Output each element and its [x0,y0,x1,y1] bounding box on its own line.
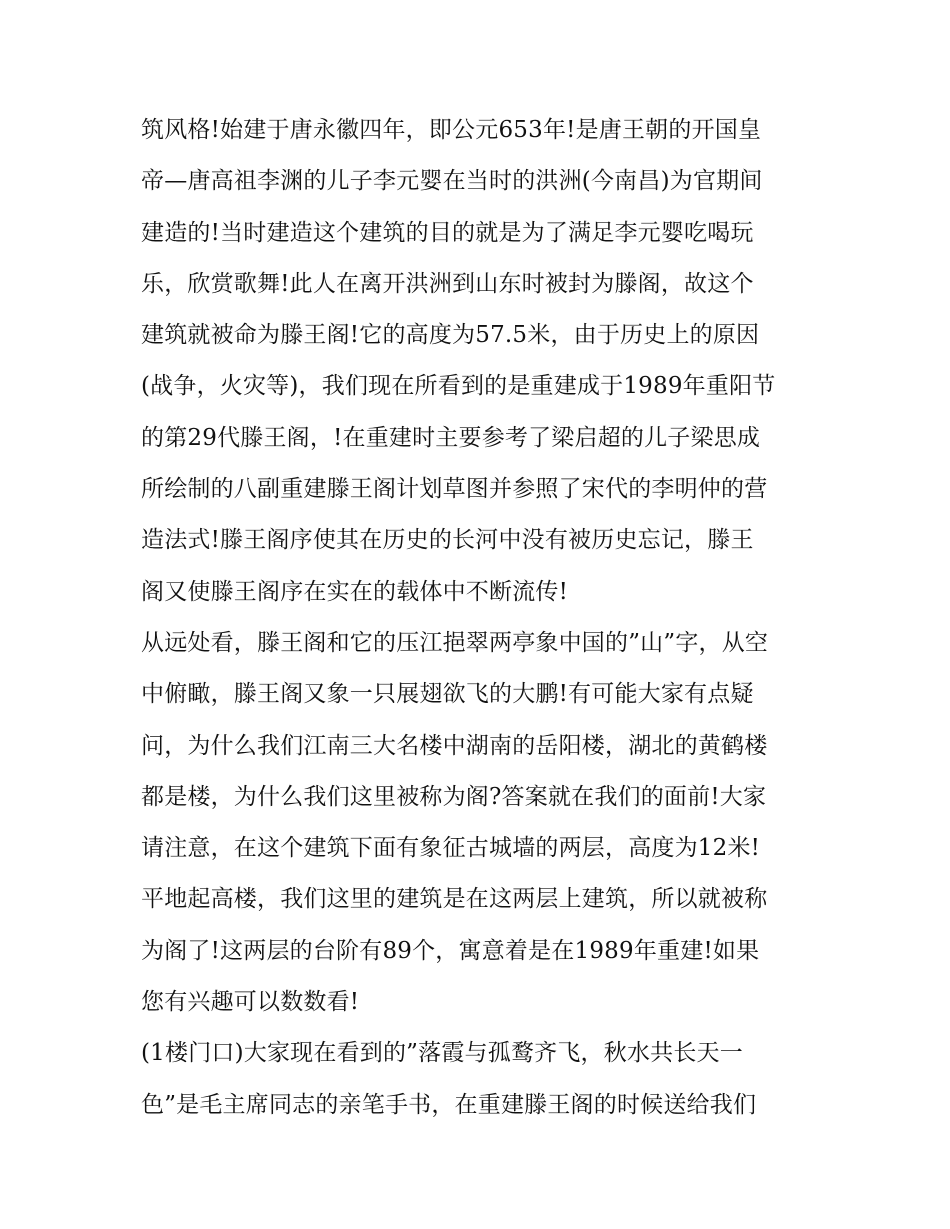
text-line-11: 从远处看，滕王阁和它的压江挹翠两亭象中国的”山”字，从空 [141,629,769,656]
text-line-6: (战争，火灾等)，我们现在所看到的是重建成于1989年重阳节 [141,373,776,400]
text-line-7: 的第29代滕王阁，!在重建时主要参考了梁启超的儿子梁思成 [141,424,761,451]
text-line-18: 您有兴趣可以数数看! [141,989,360,1016]
text-line-19: (1楼门口)大家现在看到的”落霞与孤鹜齐飞，秋水共长天一 [141,1040,743,1067]
text-line-16: 平地起高楼，我们这里的建筑是在这两层上建筑，所以就被称 [141,886,768,913]
text-line-15: 请注意，在这个建筑下面有象征古城墙的两层，高度为12米! [141,835,761,862]
text-line-1: 筑风格!始建于唐永徽四年，即公元653年!是唐王朝的开国皇 [141,117,762,143]
text-line-10: 阁又使滕王阁序在实在的载体中不断流传! [141,578,569,605]
text-line-5: 建筑就被命为滕王阁!它的高度为57.5米，由于历史上的原因 [141,322,760,349]
text-line-3: 建造的!当时建造这个建筑的目的就是为了满足李元婴吃喝玩 [141,219,754,246]
body-text [141,105,821,1131]
text-line-12: 中俯瞰，滕王阁又象一只展翅欲飞的大鹏!有可能大家有点疑 [141,681,754,708]
text-line-20: 色”是毛主席同志的亲笔手书，在重建滕王阁的时候送给我们 [141,1091,757,1118]
text-line-17: 为阁了!这两层的台阶有89个，寓意着是在1989年重建!如果 [141,937,760,964]
text-line-13: 问，为什么我们江南三大名楼中湖南的岳阳楼，湖北的黄鹤楼 [141,732,768,759]
text-line-2: 帝—唐高祖李渊的儿子李元婴在当时的洪洲(今南昌)为官期间 [141,168,763,195]
text-line-14: 都是楼，为什么我们这里被称为阁?答案就在我们的面前!大家 [141,783,767,810]
text-line-4: 乐，欣赏歌舞!此人在离开洪洲到山东时被封为滕阁，故这个 [141,270,754,297]
text-line-9: 造法式!滕王阁序使其在历史的长河中没有被历史忘记，滕王 [141,527,754,554]
text-line-8: 所绘制的八副重建滕王阁计划草图并参照了宋代的李明仲的营 [141,476,768,503]
